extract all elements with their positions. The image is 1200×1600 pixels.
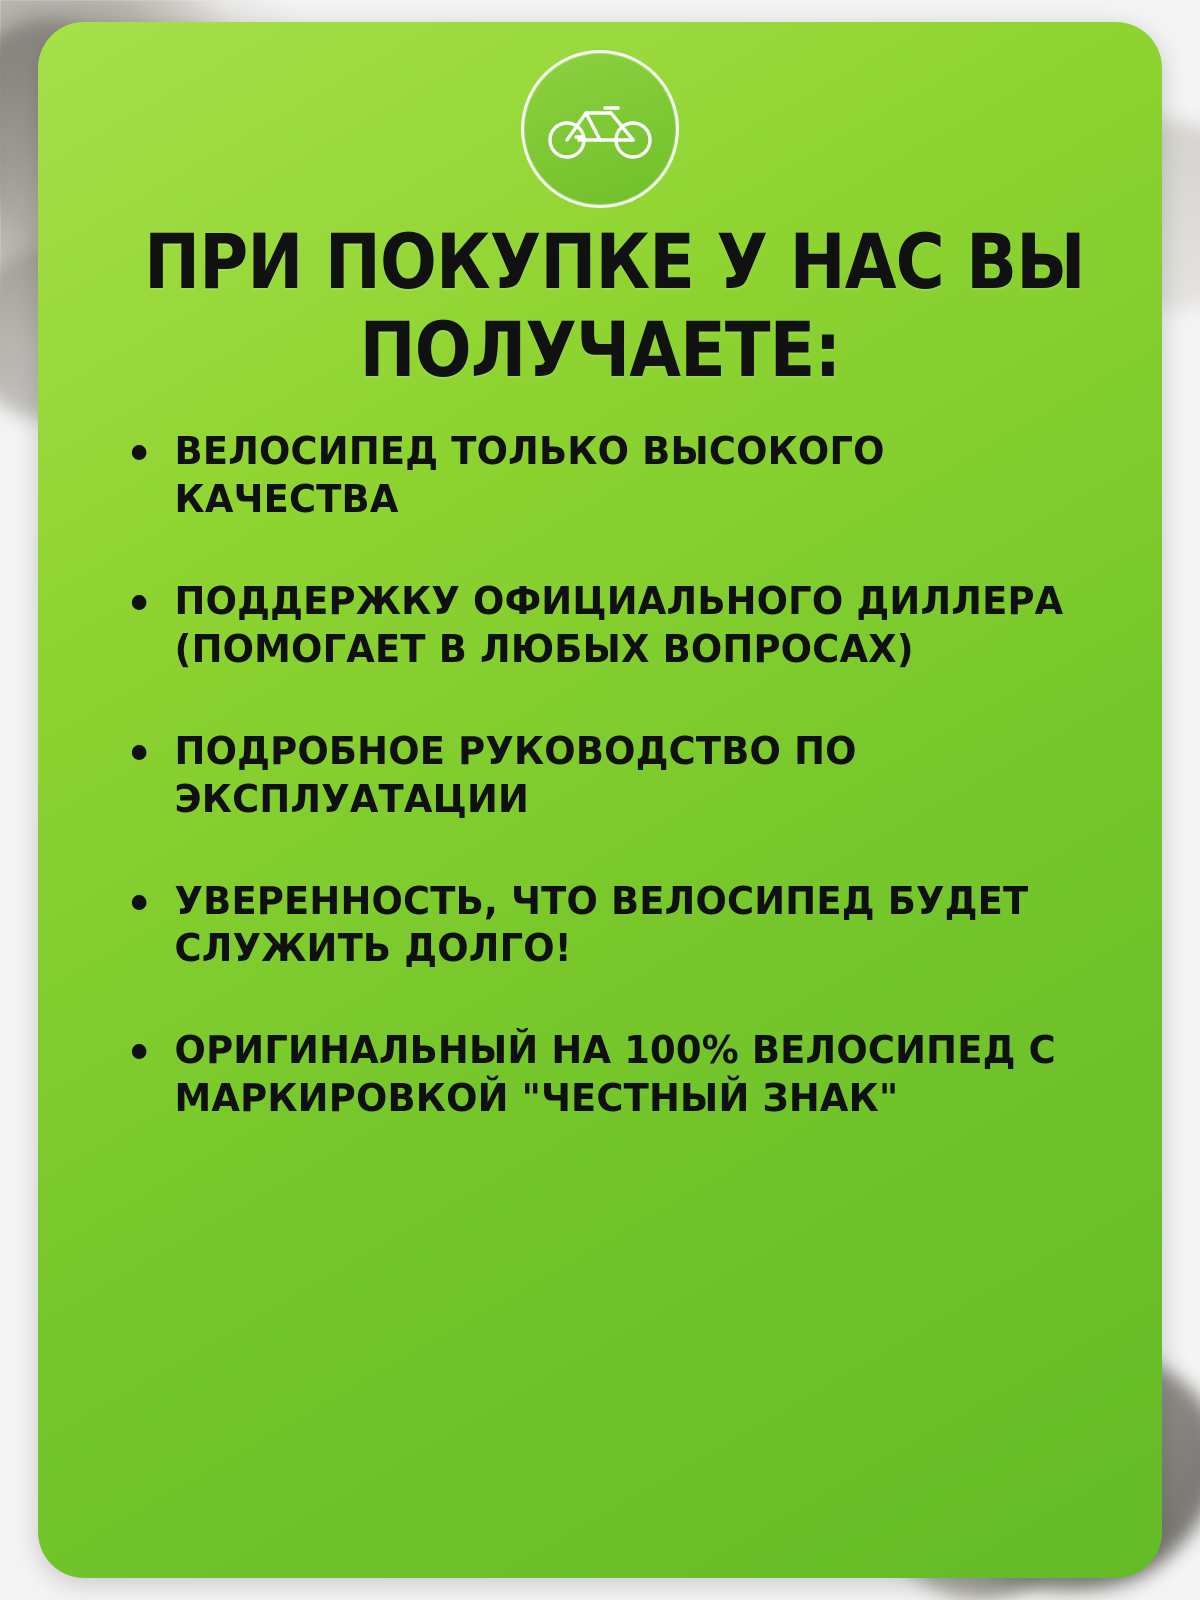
list-item <box>128 1027 1079 1123</box>
bullet-icon <box>132 445 147 460</box>
logo-badge <box>521 50 679 208</box>
bullet-icon <box>132 1044 147 1059</box>
list-item <box>128 428 1079 524</box>
page-title-line-2: ПОЛУЧАЕТЕ: <box>359 305 841 395</box>
list-item-label: ВЕЛОСИПЕД ТОЛЬКО ВЫСОКОГО КАЧЕСТВА <box>174 429 885 522</box>
list-item-label: ОРИГИНАЛЬНЫЙ НА 100% ВЕЛОСИПЕД С МАРКИРОВКОЙ "ЧЕСТНЫЙ ЗНАК" <box>174 1028 1056 1121</box>
list-item-label: ПОДДЕРЖКУ ОФИЦИАЛЬНОГО ДИЛЛЕРА (ПОМОГАЕТ В ЛЮБЫХ ВОПРОСАХ) <box>174 579 1064 671</box>
page-title <box>144 217 1085 395</box>
bullet-icon <box>132 895 147 910</box>
benefits-card <box>38 22 1162 1578</box>
list-item <box>128 578 1079 674</box>
bullet-icon <box>132 595 147 610</box>
bicycle-icon <box>548 93 652 166</box>
list-item-label: ПОДРОБНОЕ РУКОВОДСТВО ПО ЭКСПЛУАТАЦИИ <box>174 728 857 821</box>
benefits-list <box>82 428 1118 1123</box>
page-title-line-1: ПРИ ПОКУПКЕ У НАС ВЫ <box>144 217 1085 306</box>
list-item <box>128 728 1079 824</box>
bullet-icon <box>132 745 147 760</box>
list-item <box>128 878 1079 974</box>
list-item-label: УВЕРЕННОСТЬ, ЧТО ВЕЛОСИПЕД БУДЕТ СЛУЖИТЬ ДОЛГО! <box>174 878 1029 971</box>
logo-area <box>82 22 1118 208</box>
